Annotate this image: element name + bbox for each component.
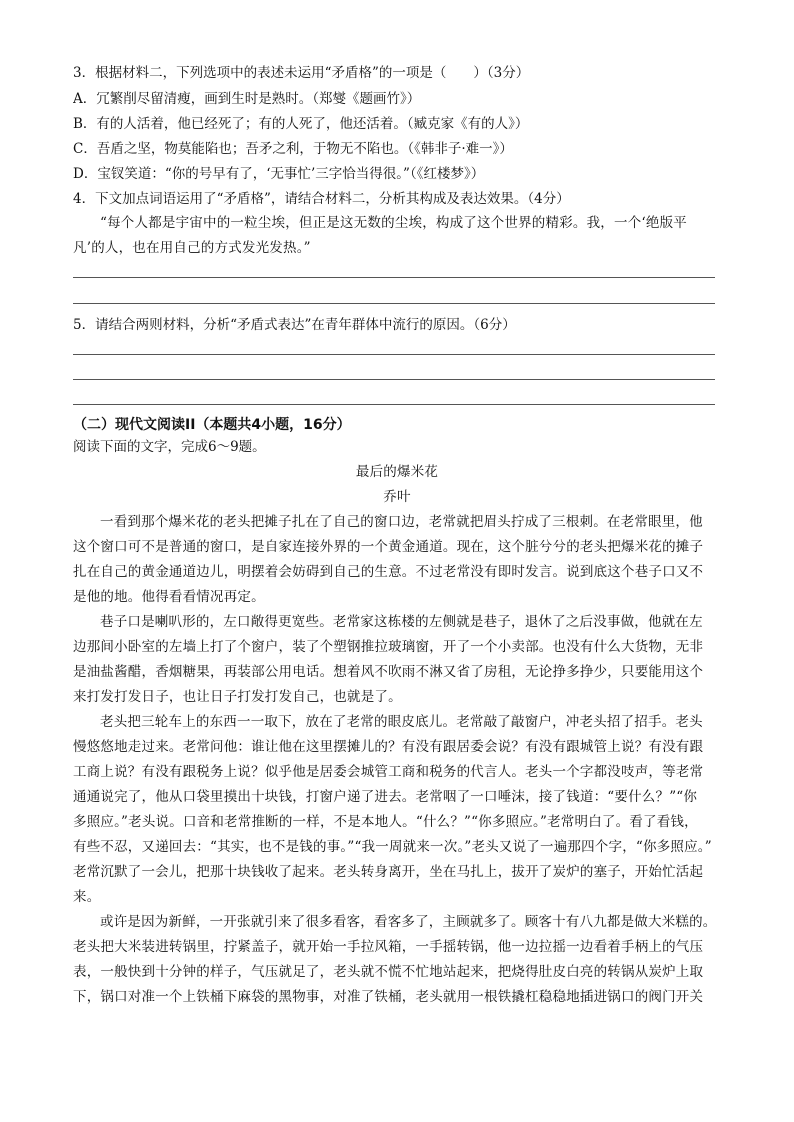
paragraph-line: 工商上说？有没有跟税务上说？似乎他是居委会城管工商和税务的代言人。老头一个字都没吱声，等老常: [73, 764, 704, 780]
q4-quote-line-2: 凡’的人，也在用自己的方式发光发热。”: [73, 240, 311, 256]
paragraph-line: 多照应。”老头说。口音和老常推断的一样，不是本地人。“什么？”“你多照应。”老常明白了。看了看钱，: [73, 814, 698, 830]
story-title: 最后的爆米花: [355, 464, 439, 480]
q3-option-b: B．有的人活着，他已经死了；有的人死了，他还活着。（臧克家《有的人》）: [73, 116, 529, 132]
paragraph-line: 或许是因为新鲜，一开张就引来了很多看客，看客多了，主顾就多了。顾客十有八九都是做大米糕的。: [100, 914, 717, 930]
q3-option-c: C．吾盾之坚，物莫能陷也；吾矛之利，于物无不陷也。（《韩非子·难一》）: [73, 141, 513, 157]
paragraph-line: 老常沉默了一会儿，把那十块钱收了起来。老头转身离开，坐在马扎上，拔开了炭炉的塞子，开始忙活起: [73, 864, 704, 880]
paragraph-line: 一看到那个爆米花的老头把摊子扎在了自己的窗口边，老常就把眉头拧成了三根刺。在老常眼里，他: [100, 514, 703, 530]
answer-line: [73, 379, 715, 380]
paragraph-line: 老头把三轮车上的东西一一取下，放在了老常的眼皮底儿。老常敲了敲窗户，冲老头招了招手。老头: [100, 714, 703, 730]
section-heading: （二）现代文阅读II（本题共4小题，16分）: [73, 417, 351, 433]
answer-line: [73, 404, 715, 405]
story-author: 乔叶: [383, 489, 411, 505]
paragraph-line: 是他的地。他得看看情况再定。: [73, 589, 265, 605]
answer-line: [73, 354, 715, 355]
paragraph-line: 来打发打发日子，也让日子打发打发自己，也就是了。: [73, 689, 402, 705]
paragraph-line: 有些不忍，又递回去：“其实，也不是钱的事。”“我一周就来一次。”老头又说了一遍那四个字，“你多照应。”: [73, 839, 712, 855]
paragraph-line: 是油盐酱醋，香烟糖果，再装部公用电话。想着风不吹雨不淋又省了房租，无论挣多挣少，只要能用这个: [73, 664, 704, 680]
paragraph-line: 这个窗口可不是普通的窗口，是自家连接外界的一个黄金通道。现在，这个脏兮兮的老头把爆米花的摊子: [73, 539, 704, 555]
paragraph-line: 来。: [73, 889, 101, 905]
paragraph-line: 扎在自己的黄金通道边儿，明摆着会妨碍到自己的生意。不过老常没有即时发言。说到底这个巷子口又不: [73, 564, 704, 580]
paragraph-line: 老头把大米装进转锅里，拧紧盖子，就开始一手拉风箱，一手摇转锅，他一边拉摇一边看着手柄上的气压: [73, 939, 704, 955]
q3-option-a: A．冗繁削尽留清瘦，画到生时是熟时。（郑燮《题画竹》）: [73, 91, 421, 107]
reading-instruction: 阅读下面的文字，完成6～9题。: [73, 439, 266, 455]
paragraph-line: 表，一般快到十分钟的样子，气压就足了，老头就不慌不忙地站起来，把烧得肚皮白亮的转锅从炭炉上取: [73, 964, 704, 980]
q3-option-d: D．宝钗笑道：“你的号早有了，‘无事忙’三字恰当得很。”（《红楼梦》）: [73, 166, 485, 182]
paragraph-line: 通通说完了，他从口袋里摸出十块钱，打窗户递了进去。老常咽了一口唾沫，接了钱道：“要什么？”“你: [73, 789, 698, 805]
paragraph-line: 下，锅口对准一个上铁桶下麻袋的黑物事，对准了铁桶，老头就用一根铁撬杠稳稳地插进锅口的阀门开关: [73, 989, 704, 1005]
paragraph-line: 巷子口是喇叭形的，左口敞得更宽些。老常家这栋楼的左侧就是巷子，退休了之后没事做，他就在左: [100, 614, 703, 630]
paragraph-line: 边那间小卧室的左墙上打了个窗户，装了个塑钢推拉玻璃窗，开了一个小卖部。也没有什么大货物，无非: [73, 639, 704, 655]
q3-stem: 3．根据材料二，下列选项中的表述未运用“矛盾格”的一项是（ ）（3分）: [73, 65, 530, 81]
q4-stem: 4．下文加点词语运用了“矛盾格”，请结合材料二，分析其构成及表达效果。（4分）: [73, 191, 570, 207]
answer-line: [73, 303, 715, 304]
q4-quote-line-1: “每个人都是宇宙中的一粒尘埃，但正是这无数的尘埃，构成了这个世界的精彩。我，一个‘绝版平: [100, 215, 687, 231]
q5-stem: 5．请结合两则材料，分析“矛盾式表达”在青年群体中流行的原因。（6分）: [73, 317, 516, 333]
answer-line: [73, 277, 715, 278]
paragraph-line: 慢悠悠地走过来。老常问他：谁让他在这里摆摊儿的？有没有跟居委会说？有没有跟城管上说？有没有跟: [73, 739, 704, 755]
